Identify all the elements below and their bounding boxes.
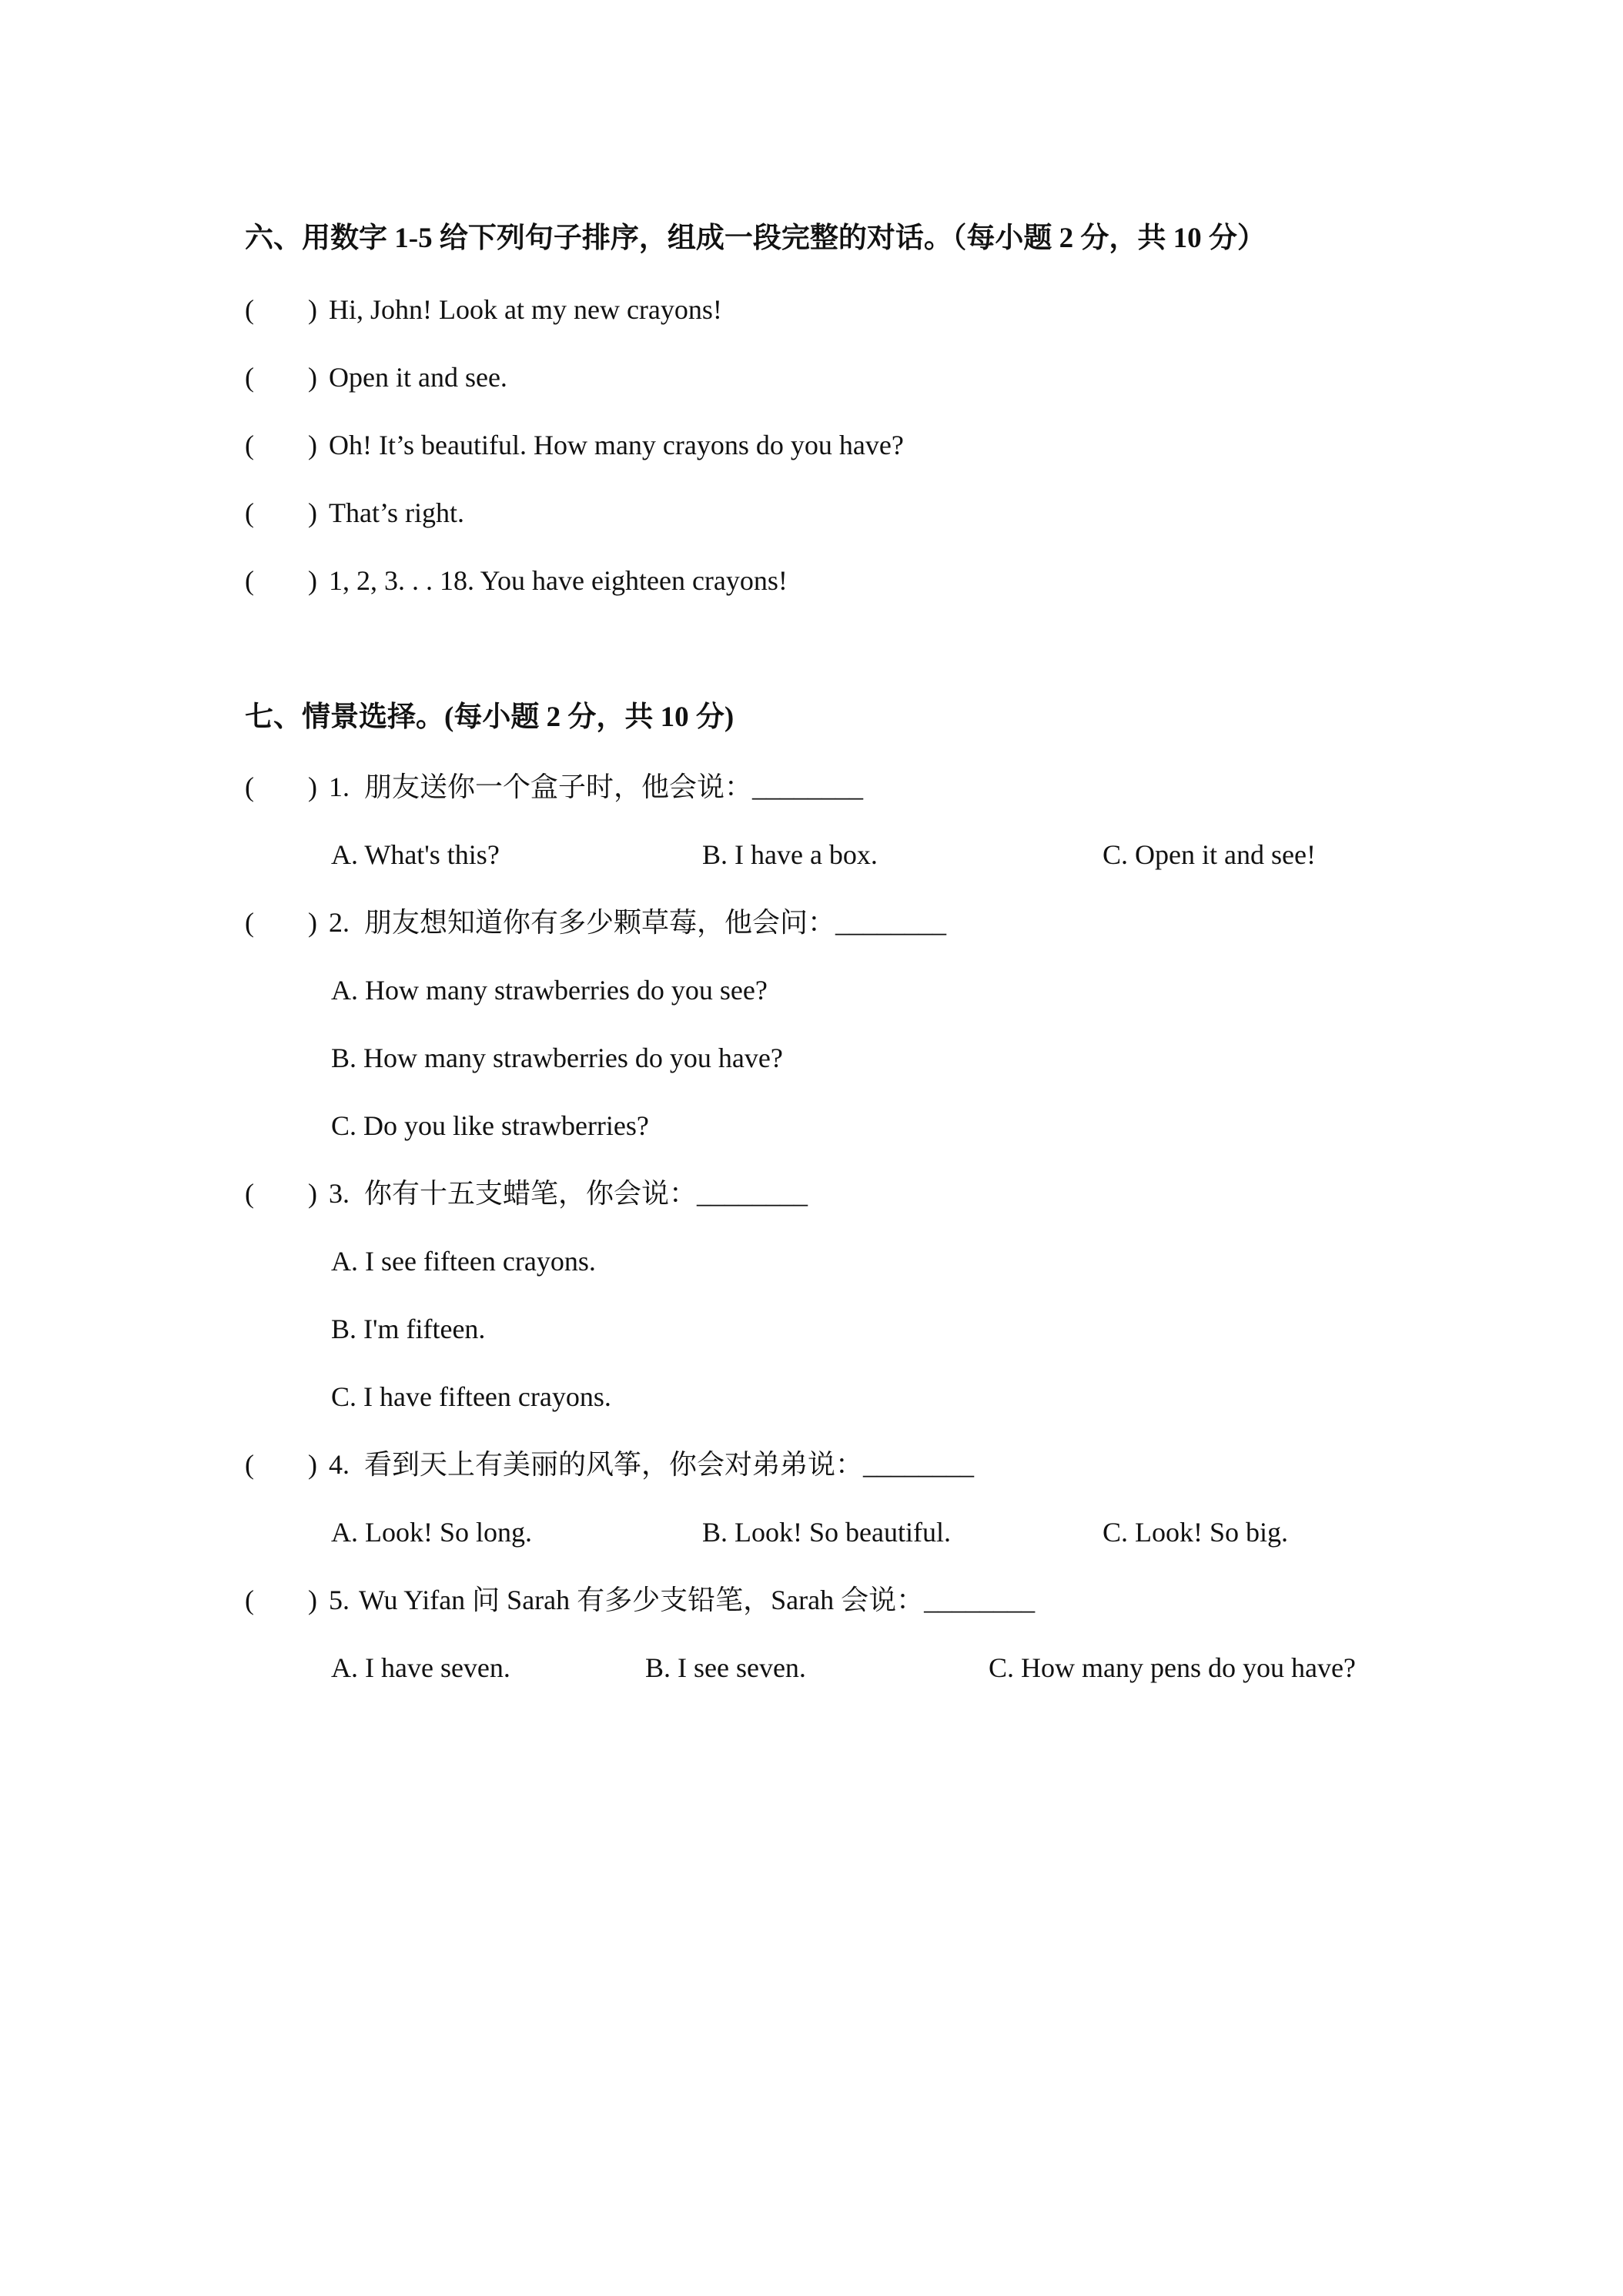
question-text: Wu Yifan 问 Sarah 有多少支铅笔，Sarah 会说：________ — [359, 1585, 1036, 1615]
answer-blank-close: ) — [308, 1585, 317, 1615]
answer-blank-open: ( — [245, 430, 254, 460]
answer-blank-open: ( — [245, 497, 254, 528]
answer-blank-close: ) — [308, 1178, 317, 1209]
option-b: B. I'm fifteen. — [331, 1314, 486, 1344]
dialogue-sentence: That’s right. — [329, 497, 464, 528]
option-b: B. Look! So beautiful. — [702, 1517, 951, 1548]
question-text: 你有十五支蜡笔，你会说：________ — [364, 1178, 808, 1209]
answer-blank-open: ( — [245, 1449, 254, 1480]
option-a: A. Look! So long. — [331, 1517, 532, 1548]
option-c: C. Look! So big. — [1103, 1517, 1289, 1548]
question-text: 朋友想知道你有多少颗草莓，他会问：________ — [364, 907, 947, 938]
option-b: B. How many strawberries do you have? — [331, 1043, 783, 1073]
dialogue-sentence: 1, 2, 3. . . 18. You have eighteen crayons! — [329, 565, 788, 596]
dialogue-sentence: Oh! It’s beautiful. How many crayons do you have? — [329, 430, 904, 460]
option-a: A. What's this? — [331, 839, 500, 870]
answer-blank-close: ) — [308, 294, 317, 325]
option-b: B. I see seven. — [645, 1652, 806, 1683]
section6-heading: 六、用数字 1-5 给下列句子排序，组成一段完整的对话。（每小题 2 分，共 10 分） — [245, 223, 1266, 254]
question-text: 看到天上有美丽的风筝，你会对弟弟说：________ — [364, 1449, 975, 1480]
dialogue-sentence: Hi, John! Look at my new crayons! — [329, 294, 722, 325]
section7-heading: 七、情景选择。(每小题 2 分，共 10 分) — [245, 701, 735, 733]
answer-blank-close: ) — [308, 565, 317, 596]
answer-blank-open: ( — [245, 771, 254, 802]
question-number: 2. — [329, 907, 350, 938]
answer-blank-open: ( — [245, 294, 254, 325]
answer-blank-open: ( — [245, 1585, 254, 1615]
answer-blank-close: ) — [308, 430, 317, 460]
option-c: C. Open it and see! — [1103, 839, 1316, 870]
option-c: C. How many pens do you have? — [989, 1652, 1356, 1683]
answer-blank-open: ( — [245, 907, 254, 938]
answer-blank-close: ) — [308, 907, 317, 938]
answer-blank-open: ( — [245, 565, 254, 596]
dialogue-sentence: Open it and see. — [329, 362, 507, 393]
option-a: A. I have seven. — [331, 1652, 510, 1683]
question-text: 朋友送你一个盒子时，他会说：________ — [364, 771, 864, 802]
answer-blank-close: ) — [308, 771, 317, 802]
option-c: C. I have fifteen crayons. — [331, 1381, 611, 1412]
option-a: A. I see fifteen crayons. — [331, 1246, 596, 1277]
question-number: 5. — [329, 1585, 350, 1615]
option-c: C. Do you like strawberries? — [331, 1110, 649, 1141]
option-b: B. I have a box. — [702, 839, 878, 870]
question-number: 4. — [329, 1449, 350, 1480]
answer-blank-open: ( — [245, 1178, 254, 1209]
answer-blank-close: ) — [308, 362, 317, 393]
answer-blank-close: ) — [308, 1449, 317, 1480]
option-a: A. How many strawberries do you see? — [331, 975, 768, 1006]
question-number: 1. — [329, 771, 350, 802]
question-number: 3. — [329, 1178, 350, 1209]
answer-blank-open: ( — [245, 362, 254, 393]
answer-blank-close: ) — [308, 497, 317, 528]
